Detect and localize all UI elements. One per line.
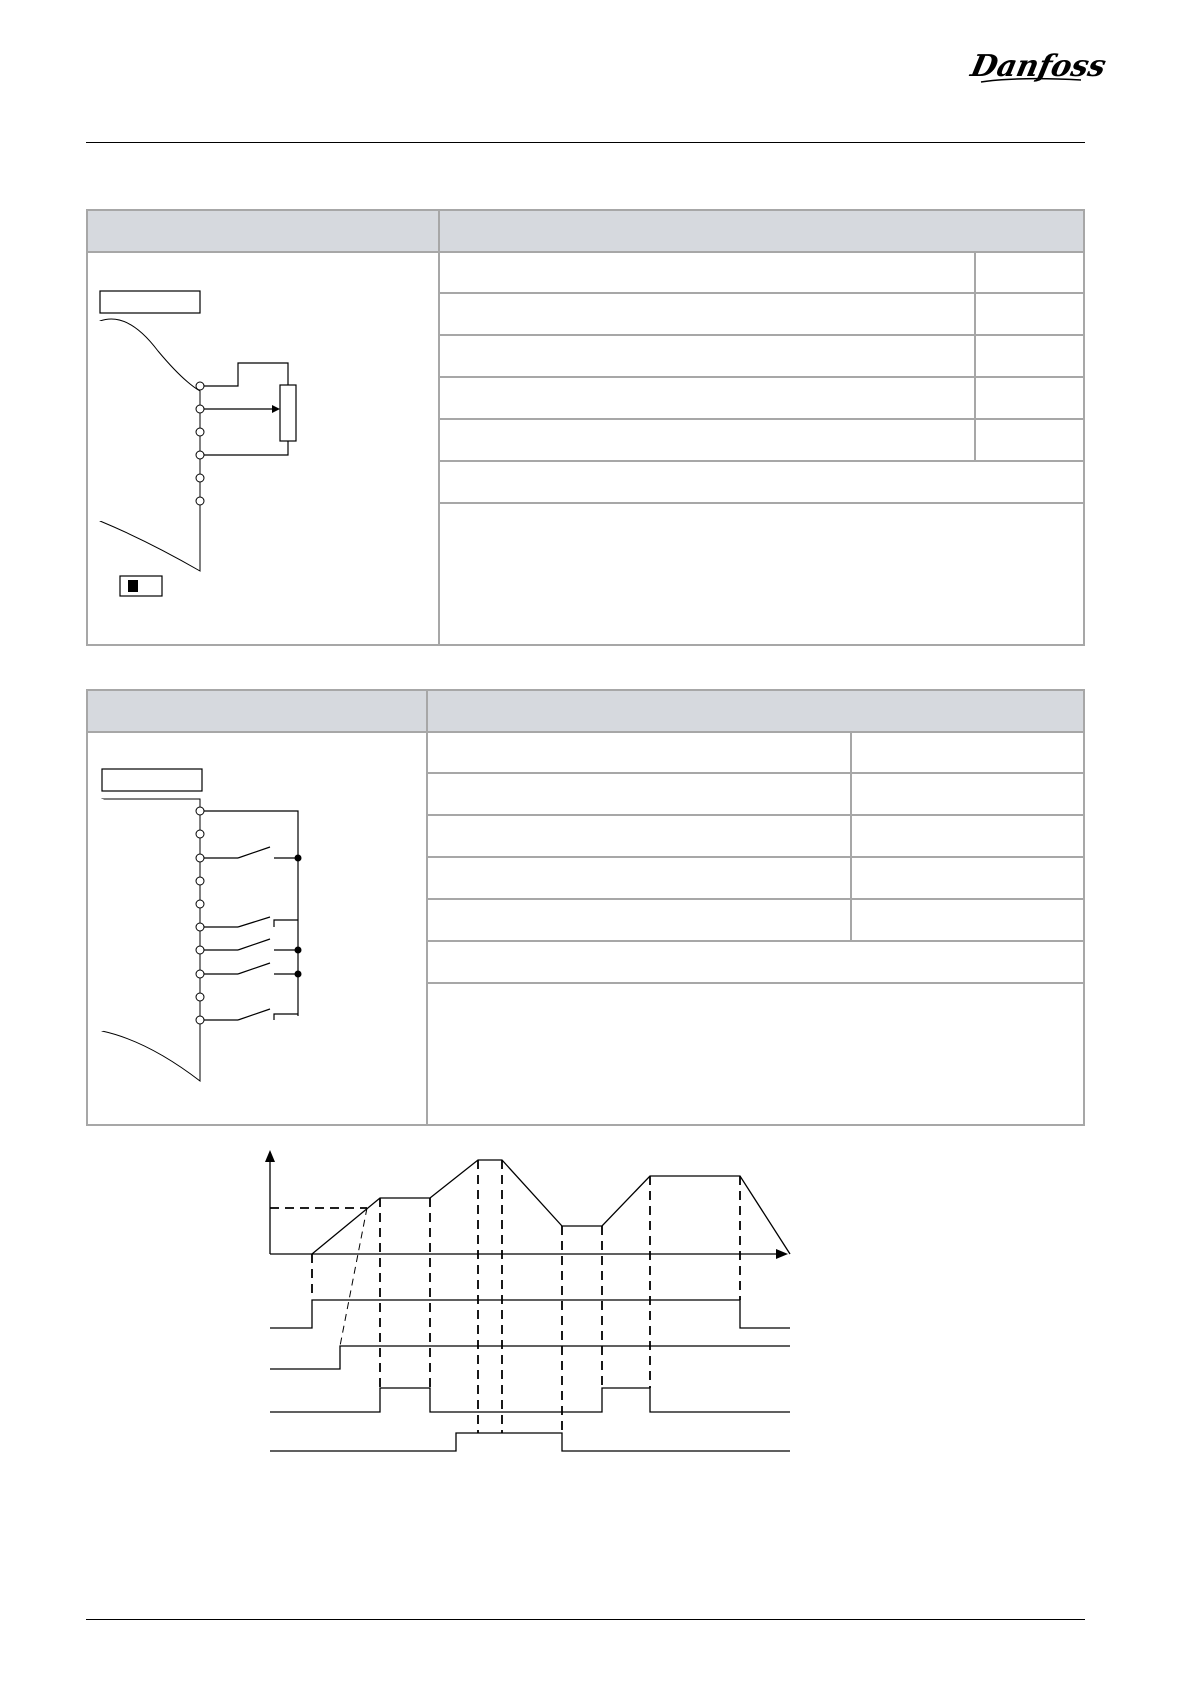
switch-wiring-diagram — [88, 731, 424, 1121]
wiring-table-2 — [86, 689, 1085, 1126]
danfoss-logo — [967, 40, 1109, 90]
header-rule — [86, 142, 1085, 143]
footer-rule — [86, 1619, 1085, 1620]
potentiometer-wiring-diagram — [88, 251, 436, 641]
terminal-label-box — [102, 769, 202, 791]
table-2-header — [88, 691, 1083, 733]
speed-timing-diagram — [240, 1148, 800, 1458]
wiring-table-1 — [86, 209, 1085, 646]
dip-switch — [120, 576, 162, 596]
table-1-header — [88, 211, 1083, 253]
svg-text:Danfoss: Danfoss — [967, 49, 1109, 84]
terminal-label-box — [100, 291, 200, 313]
